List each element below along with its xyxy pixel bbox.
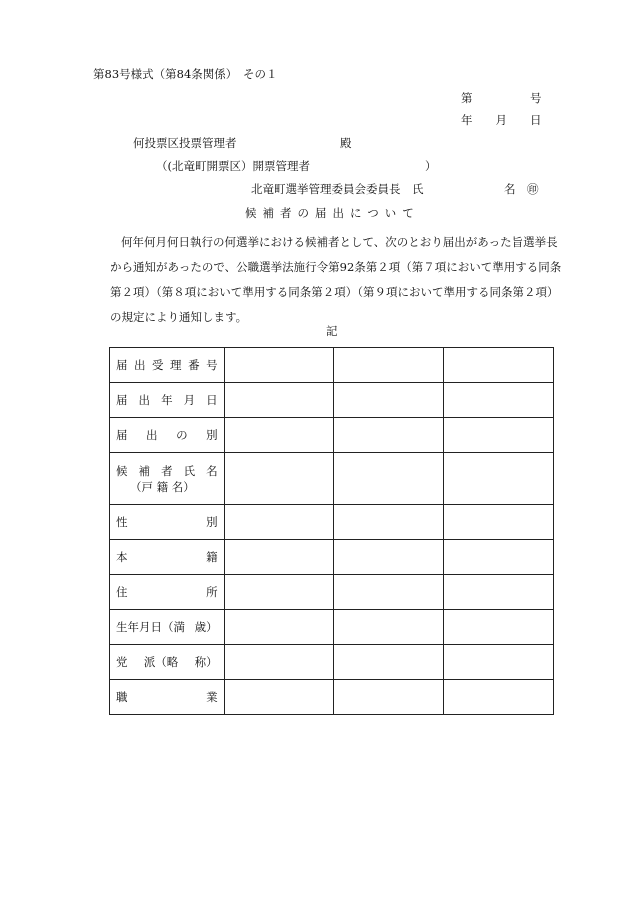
value-cell-notification-type-2[interactable] xyxy=(334,418,444,453)
row-label-char: 別 xyxy=(206,428,218,442)
date-line: 年 月 日 xyxy=(461,113,542,127)
row-label-notification-number xyxy=(110,348,225,383)
row-sublabel: （戸 籍 名） xyxy=(130,479,195,494)
value-cell-sex-1[interactable] xyxy=(224,505,334,540)
row-label-char: 所 xyxy=(206,585,218,599)
row-label-char: 出 xyxy=(134,358,146,372)
row-label-notification-type xyxy=(110,418,225,453)
row-label-char: 理 xyxy=(170,358,182,372)
value-cell-notification-date-1[interactable] xyxy=(224,383,334,418)
value-cell-domicile-1[interactable] xyxy=(224,540,334,575)
row-label-char: 氏 xyxy=(183,463,196,478)
value-cell-candidate-name-1[interactable] xyxy=(224,453,334,505)
value-cell-birth-date-3[interactable] xyxy=(444,610,554,645)
row-label-char: 出 xyxy=(138,393,151,407)
value-cell-notification-number-1[interactable] xyxy=(224,348,334,383)
form-number: 第83号様式（第84条関係） その１ xyxy=(93,67,278,81)
row-label-char: 届 xyxy=(116,428,128,442)
value-cell-party-3[interactable] xyxy=(444,645,554,680)
row-label-occupation xyxy=(110,680,225,715)
body-text xyxy=(110,230,562,330)
row-label-char: 号 xyxy=(206,358,218,372)
value-cell-birth-date-1[interactable] xyxy=(224,610,334,645)
value-cell-occupation-2[interactable] xyxy=(334,680,444,715)
value-cell-birth-date-2[interactable] xyxy=(334,610,444,645)
row-label-party xyxy=(110,645,225,680)
value-cell-candidate-name-2[interactable] xyxy=(334,453,444,505)
value-cell-notification-number-2[interactable] xyxy=(334,348,444,383)
value-cell-address-1[interactable] xyxy=(224,575,334,610)
value-cell-candidate-name-3[interactable] xyxy=(444,453,554,505)
row-label-char: 党 xyxy=(116,655,128,669)
row-label-char: 性 xyxy=(116,515,128,529)
addressee-polling-manager: 何投票区投票管理者 殿 xyxy=(133,136,352,150)
row-label-domicile xyxy=(110,540,225,575)
value-cell-notification-date-2[interactable] xyxy=(334,383,444,418)
table-row-notification-date xyxy=(110,383,554,418)
row-label-char: 住 xyxy=(116,585,128,599)
value-cell-notification-type-3[interactable] xyxy=(444,418,554,453)
row-label-char: 候 xyxy=(116,463,128,478)
row-label-notification-date xyxy=(110,383,225,418)
row-label-birth-date xyxy=(110,610,225,645)
row-label-char: 出 xyxy=(146,428,158,442)
value-cell-address-2[interactable] xyxy=(334,575,444,610)
body-line: 何年何月何日執行の何選挙における候補者として、次のとおり届出があった旨選挙長 xyxy=(121,235,558,249)
table-row-notification-type xyxy=(110,418,554,453)
row-label-char: 職 xyxy=(116,690,128,704)
row-label-char: 名 xyxy=(206,463,218,478)
value-cell-notification-date-3[interactable] xyxy=(444,383,554,418)
table-row-party xyxy=(110,645,554,680)
row-label-sex xyxy=(110,505,225,540)
value-cell-domicile-3[interactable] xyxy=(444,540,554,575)
value-cell-address-3[interactable] xyxy=(444,575,554,610)
row-label-address xyxy=(110,575,225,610)
addressee-counting-manager: （(北竜町開票区）開票管理者 ） xyxy=(156,159,437,173)
table-row-occupation xyxy=(110,680,554,715)
value-cell-occupation-3[interactable] xyxy=(444,680,554,715)
document-number-line: 第 号 xyxy=(461,91,542,105)
row-label-char: 補 xyxy=(138,463,151,478)
row-label-char: 届 xyxy=(116,393,128,407)
body-line: から通知があったので、公職選挙法施行令第92条第２項（第７項において準用する同条 xyxy=(110,260,562,274)
table-row-notification-number xyxy=(110,348,554,383)
value-cell-occupation-1[interactable] xyxy=(224,680,334,715)
row-label-char: 歳） xyxy=(194,620,218,634)
row-label-char: 生年月日（満 xyxy=(116,620,185,634)
table-row-domicile xyxy=(110,540,554,575)
row-label-char: の xyxy=(176,428,188,442)
ki-marker: 記 xyxy=(326,324,338,338)
value-cell-sex-3[interactable] xyxy=(444,505,554,540)
value-cell-notification-type-1[interactable] xyxy=(224,418,334,453)
row-label-char: 本 xyxy=(116,550,128,564)
value-cell-party-2[interactable] xyxy=(334,645,444,680)
table-row-address xyxy=(110,575,554,610)
sender-line: 北竜町選挙管理委員会委員長 氏 名 ㊞ xyxy=(251,182,539,196)
row-label-candidate-name xyxy=(110,453,225,505)
document-title: 候補者の届出について xyxy=(245,206,420,220)
body-line: の規定により通知します。 xyxy=(110,310,248,324)
value-cell-notification-number-3[interactable] xyxy=(444,348,554,383)
row-label-char: 受 xyxy=(152,358,164,372)
value-cell-sex-2[interactable] xyxy=(334,505,444,540)
value-cell-party-1[interactable] xyxy=(224,645,334,680)
row-label-char: 籍 xyxy=(206,550,218,564)
row-label-char: 届 xyxy=(116,358,128,372)
row-label-char: 業 xyxy=(206,690,218,704)
row-label-char: 番 xyxy=(188,358,200,372)
table-row-birth-date xyxy=(110,610,554,645)
row-label-char: 日 xyxy=(206,393,218,407)
row-label-char: 年 xyxy=(161,393,173,407)
row-label-char: 派（略 xyxy=(143,655,179,669)
table-row-sex xyxy=(110,505,554,540)
row-label-char: 別 xyxy=(206,515,218,529)
table-row-candidate-name xyxy=(110,453,554,505)
body-line: 第２項）（第８項において準用する同条第２項）（第９項において準用する同条第２項） xyxy=(110,285,559,299)
row-label-char: 月 xyxy=(183,393,196,407)
row-label-char: 称） xyxy=(194,655,218,669)
value-cell-domicile-2[interactable] xyxy=(334,540,444,575)
row-label-char: 者 xyxy=(161,463,173,478)
notification-table xyxy=(109,347,554,715)
